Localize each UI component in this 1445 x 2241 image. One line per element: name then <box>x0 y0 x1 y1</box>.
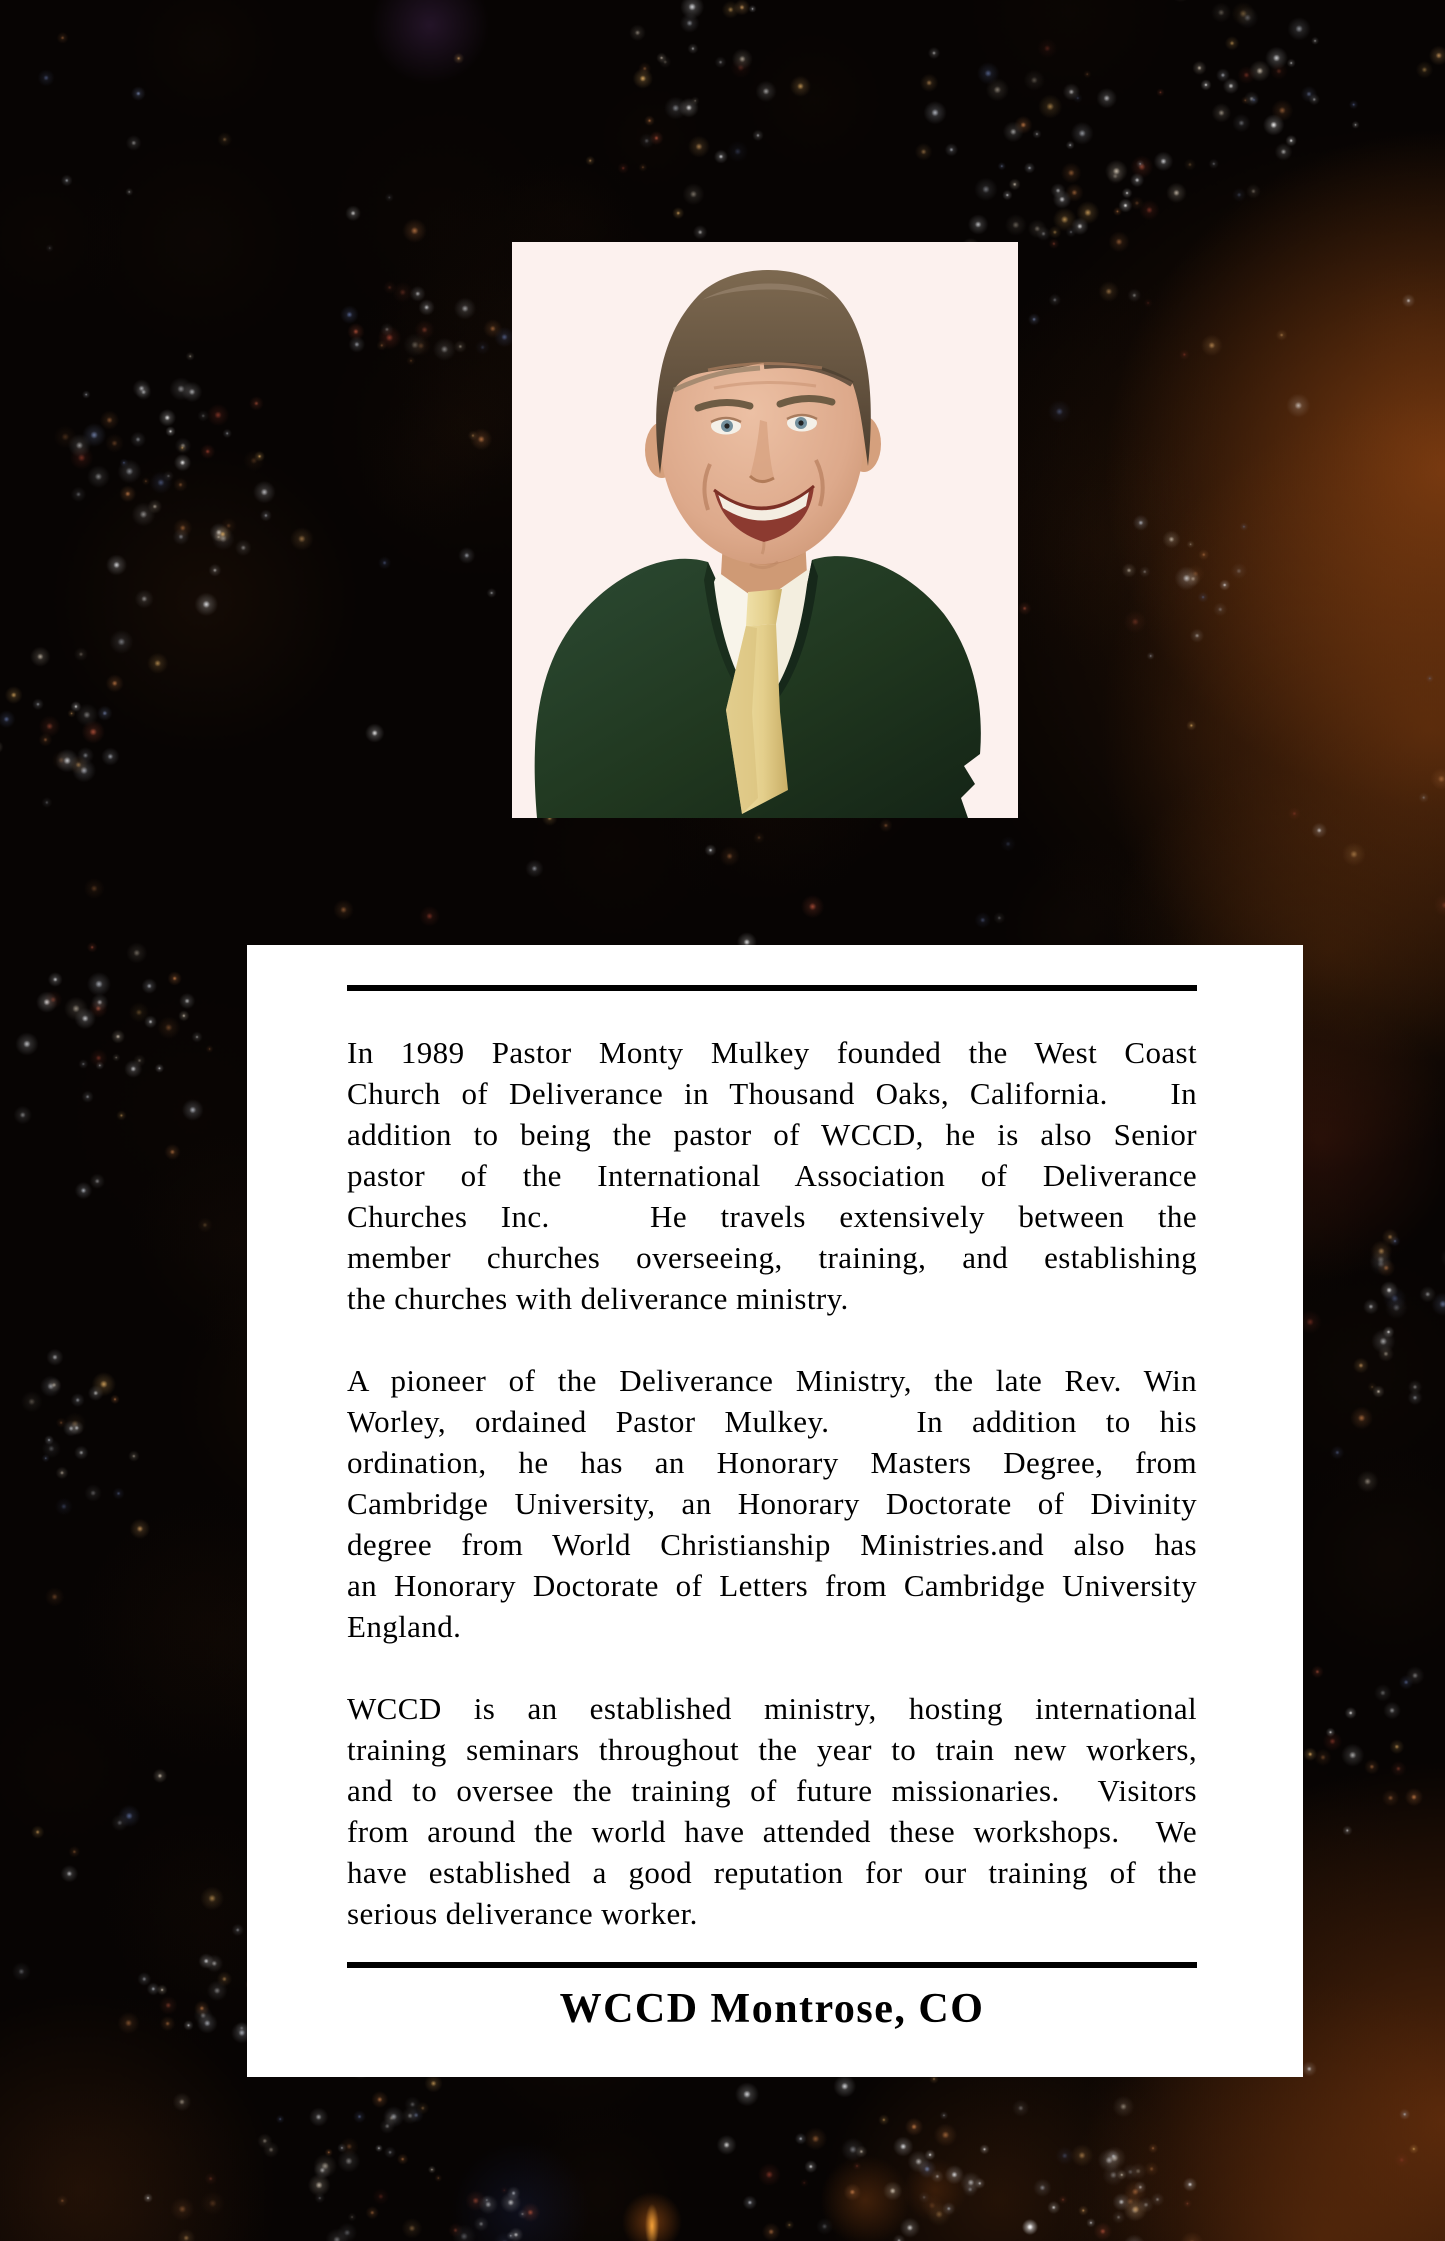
bio-text-line: WCCD is an established ministry, hosting international <box>347 1691 1197 1726</box>
bio-paragraph-2 <box>347 1360 1203 1647</box>
bottom-divider <box>347 1962 1197 1968</box>
bio-text-line: the churches with deliverance ministry. <box>347 1281 849 1316</box>
bio-text-line: member churches overseeing, training, and establishing <box>347 1240 1197 1275</box>
bio-text-line: pastor of the International Association of Deliverance <box>347 1158 1197 1193</box>
eye-right <box>787 415 817 432</box>
bio-text-line: an Honorary Doctorate of Letters from Cambridge University <box>347 1568 1197 1603</box>
bio-text-line: Cambridge University, an Honorary Doctorate of Divinity <box>347 1486 1197 1521</box>
bio-paragraph-3 <box>347 1688 1203 1934</box>
tie-knot <box>746 589 782 626</box>
location-title: WCCD Montrose, CO <box>559 1986 985 2032</box>
pastor-portrait-photo <box>512 242 1018 818</box>
bio-text-line: A pioneer of the Deliverance Ministry, the late Rev. Win <box>347 1363 1197 1398</box>
bio-text-line: ordination, he has an Honorary Masters Degree, from <box>347 1445 1197 1480</box>
bio-text-line: training seminars throughout the year to train new workers, <box>347 1732 1197 1767</box>
bio-text-line: from around the world have attended these workshops. We <box>347 1814 1197 1849</box>
bio-text-line: England. <box>347 1609 462 1644</box>
bio-text-line: have established a good reputation for our training of the <box>347 1855 1197 1890</box>
bio-paragraph-1 <box>347 1032 1203 1319</box>
bio-text-line: and to oversee the training of future missionaries. Visitors <box>347 1773 1197 1808</box>
eye-left <box>711 418 741 435</box>
portrait-illustration <box>512 242 1018 818</box>
bio-text-line: Churches Inc. He travels extensively between the <box>347 1199 1197 1234</box>
bio-text-line: Worley, ordained Pastor Mulkey. In addition to his <box>347 1404 1197 1439</box>
bio-text-line: addition to being the pastor of WCCD, he is also Senior <box>347 1117 1197 1152</box>
bio-text-line: In 1989 Pastor Monty Mulkey founded the West Coast <box>347 1035 1197 1070</box>
bio-card <box>247 945 1303 2077</box>
top-divider <box>347 985 1197 991</box>
bio-text-line: Church of Deliverance in Thousand Oaks, California. In <box>347 1076 1197 1111</box>
bio-text-line: serious deliverance worker. <box>347 1896 698 1931</box>
bio-text-line: degree from World Christianship Ministries.and also has <box>347 1527 1197 1562</box>
